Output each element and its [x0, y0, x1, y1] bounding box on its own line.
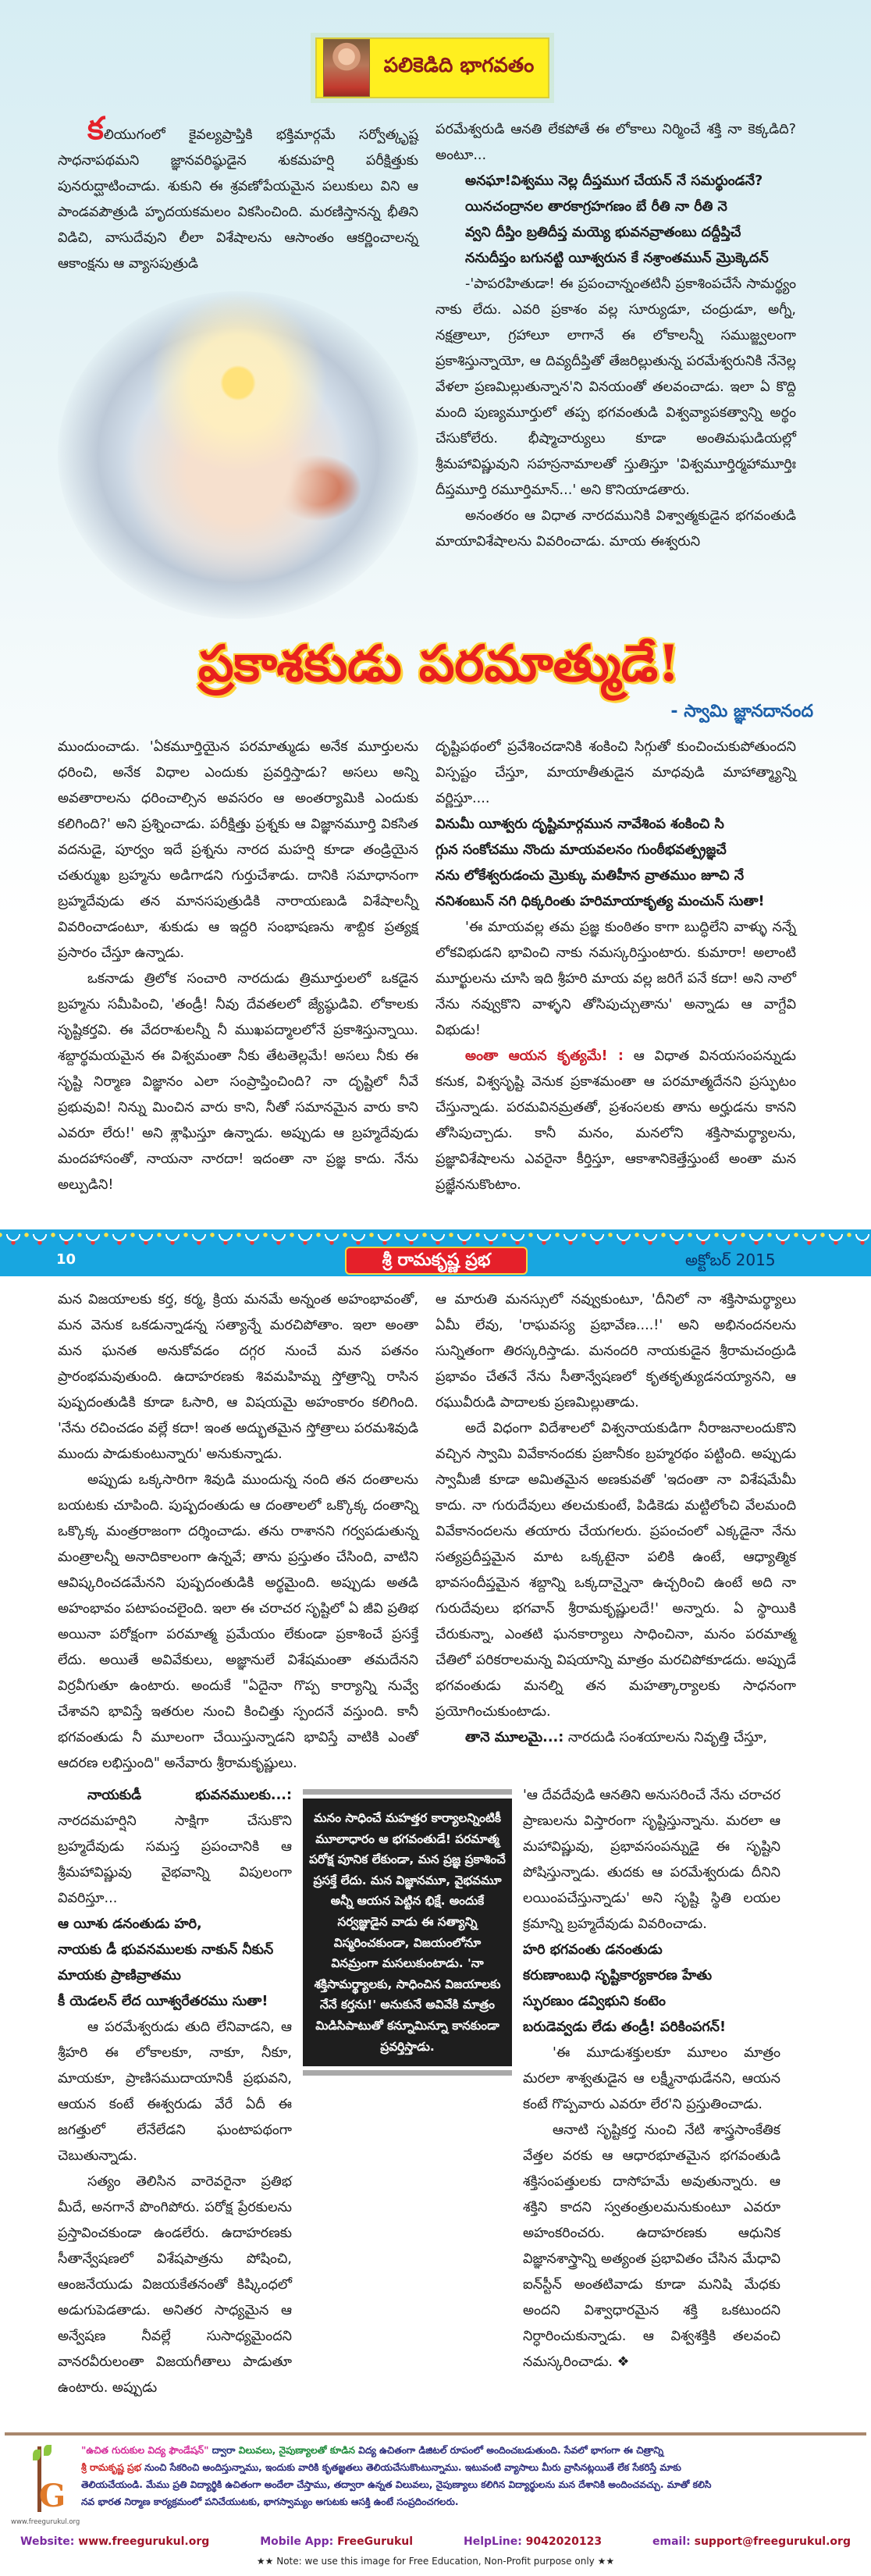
verse-line: కీ యెడలన్ లేద యీశ్వరేతరము సుతా!	[58, 1994, 268, 2009]
paragraph: 'ఆ దేవదేవుడి ఆనతిని అనుసరించే నేను చరాచర ప్రాణులను విస్తారంగా సృష్టిస్తున్నాను. మరలా ఆ మహావిష్ణువు, ప్రభావసంపన్నుడై ఈ సృష్టిని పోషిస్తున్నాడు. తుదకు ఆ పరమేశ్వరుడు దీనిని లయింపచేస్తున్నాడు' అని సృష్టి స్థితి లయల క్రమాన్ని బ్రహ్మదేవుడు వివరించాడు.	[523, 1788, 780, 1932]
paragraph: ఆ మారుతి మనస్సులో నవ్వుకుంటూ, 'దీనిలో నా శక్తిసామర్థ్యాలు ఏమీ లేవు, 'రాఘవస్య ప్రభావేణ....!' అని అభినందనలను సున్నితంగా తిరస్కరిస్తాడు. మనందరి నాయకుడైన శ్రీరామచంద్రుడి ప్రభావం చేతనే నేను సీతాన్వేషణలో కృతకృత్యుడనయ్యానని, ఆ రఘువీరుడి పాదాలకు ప్రణమిల్లుతాడు.	[436, 1292, 796, 1411]
bottom-columns	[0, 1287, 871, 1777]
article-author: - స్వామి జ్ఞానదానంద	[670, 702, 813, 721]
pull-quote-rule	[303, 2070, 512, 2076]
paragraph: దృష్టిపథంలో ప్రవేశించడానికి శంకించి సిగ్గుతో కుంచించుకుపోతుందని విస్పష్టం చేస్తూ, మాయాతీతుడైన మాధవుడి మాహాత్మ్యాన్ని వర్ణిస్తూ....	[436, 739, 796, 806]
title-row	[0, 619, 871, 725]
footer-line-3: తెలియచేయండి. మేము ప్రతి విద్యార్థికి ఉచితంగా అందేలా చేస్తాము, తద్వారా ఉన్నత విలువలు, నైపుణ్యాలు కలిగిన విద్యార్థులను మన దేశానికి అందించవచ్చు. మాతో కలిసి	[81, 2479, 712, 2490]
paragraph: ముందుంచాడు. 'ఏకమూర్తియైన పరమాత్ముడు అనేక మూర్తులను ధరించి, అనేక విధాల ఎందుకు ప్రవర్తిస్తాడు? అసలు అన్ని అవతారాలను ధరించాల్సిన అవసరం ఆ అంతర్యామికి ఎందుకు కలిగింది?' అని ప్రశ్నించాడు. పరీక్షిత్తు ప్రశ్నకు ఆ విజ్ఞానమూర్తి వికసిత వదనుడై, పూర్వం ఇదే ప్రశ్నను నారద మహర్షి కూడా తండ్రియైన చతుర్ముఖ బ్రహ్మను అడిగాడని గుర్తుచేశాడు. దానికి సమాధానంగా బ్రహ్మదేవుడు తన మానసపుత్రుడికి నారాయణుడి విశేషాలన్నీ వివరించాడంటూ, శుకుడు ఆ ఇద్దరి సంభాషణను శాబ్దిక ప్రత్యక్ష ప్రసారం చేస్తూ ఉన్నాడు.	[58, 739, 418, 961]
issue-date: అక్టోబర్ 2015	[685, 1251, 776, 1269]
pull-quote-rule	[303, 1789, 512, 1795]
wave-decoration	[0, 1234, 871, 1242]
pull-quote-text: మనం సాధించే మహత్తర కార్యాలన్నింటికీ మూలాధారం ఆ భగవంతుడే! పరమాత్మ పరోక్ష పూనిక లేకుండా, మన ప్రజ్ఞ ప్రకాశించే ప్రసక్తే లేదు. మన విజ్ఞానమూ, వైభవమూ అన్నీ ఆయన పెట్టిన భిక్షే. అందుకే సర్వజ్ఞుడైన వాడు ఈ సత్యాన్ని విస్మరించకుండా, విజయంలోనూ వినమ్రంగా మసలుకుంటాడు. 'నా శక్తిసామర్థ్యాలకు, సాధించిన విజయాలకు నేనే కర్తను!' అనుకునే అవివేకి మాత్రం మిడిసిపాటుతో కన్నూమిన్నూ కానకుండా ప్రవర్తిస్తాడు.	[303, 1799, 512, 2066]
footer-note: ★★ Note: we use this image for Free Education, Non-Profit purpose only ★★	[256, 2556, 615, 2567]
freegurukul-footer	[0, 2425, 871, 2576]
verse-line: హరి భగవంతు డనంతుడు	[523, 1942, 663, 1958]
column-1-intro	[58, 111, 418, 619]
paragraph: అంతా ఆయన కృత్యమే! : ఆ విధాత వినయసంపన్నుడు కనుక, విశ్వసృష్టి వెనుక ప్రకాశమంతా ఆ పరమాత్మదేనని ప్రస్ఫుటం చేస్తున్నాడు. పరమవినమ్రతతో, ప్రశంసలకు తాను అర్హుడను కానని తోసిపుచ్చాడు. కానీ మనం, మనలోని శక్తిసామర్థ్యాలను, ప్రజ్ఞావిశేషాలను ఎవరైనా కీర్తిస్తూ, ఆకాశానికెత్తేస్తుంటే అంతా మన ప్రజ్ఞేననుకొంటాం.	[436, 1048, 797, 1193]
logo-url: www.freegurukul.org	[11, 2518, 80, 2526]
footer-line-4: నవ భారత నిర్మాణ కార్యక్రమంలో పనిచేయుటకు, భాగస్వామ్యం అగుటకు ఆసక్తి ఉంటే సంప్రదించగలరు.	[81, 2496, 459, 2507]
paragraph: 'ఈ మూడుశక్తులకూ మూలం మాత్రం మరలా శాశ్వతుడైన ఆ లక్ష్మీనాథుడేనని, ఆయన కంటే గొప్పవారు ఎవరూ లేర'ని ప్రస్తుతించాడు.	[523, 2045, 780, 2112]
article-title: ప్రకాశకుడు పరమాత్ముడే!	[198, 635, 681, 693]
lower-columns	[0, 1783, 871, 2401]
paragraph: సత్యం తెలిసిన వారెవరైనా ప్రతిభ మీదే, అనగానే పొంగిపోరు. పరోక్ష ప్రేరకులను ప్రస్తావించకుండా ఉండలేరు. ఉదాహరణకు సీతాన్వేషణలో విశేషపాత్రను పోషించి, ఆంజనేయుడు విజయకేతనంతో కిష్కింధలో అడుగుపెడతాడు. అనితర సాధ్యమైన ఆ అన్వేషణ నీవల్లే సుసాధ్యమైందని వానరవీరులంతా విజయగీతాలు పాడుతూ ఉంటారు. అప్పుడు	[58, 2174, 292, 2396]
paragraph: -'పాపరహితుడా! ఈ ప్రపంచాన్నంతటినీ ప్రకాశింపచేసే సామర్థ్యం నాకు లేదు. ఎవరి ప్రకాశం వల్ల సూర్యుడూ, చంద్రుడూ, అగ్నీ, నక్షత్రాలూ, గ్రహాలూ లాగానే ఈ లోకాలన్నీ సముజ్జ్వలంగా ప్రకాశిస్తున్నాయో, ఆ దివ్యదీప్తితో తేజరిల్లుతున్న పరమేశ్వరునికి నేనెల్ల వేళలా ప్రణమిల్లుతున్నాన'ని వినయంతో తలవంచాడు. ఇలా ఏ కొద్ది మంది పుణ్యమూర్తులో తప్ప భగవంతుడి విశ్వవ్యాపకత్వాన్ని అర్థం చేసుకోలేరు. భీష్మాచార్యులు కూడా అంతిమఘడియల్లో శ్రీమహావిష్ణువుని సహస్రనామాలతో స్తుతిస్తూ 'విశ్వమూర్తిర్మహామూర్తిః దీప్తమూర్తి రమూర్తిమాన్...' అని కొనియాడతారు.	[436, 276, 796, 498]
page-number: 10	[56, 1251, 76, 1268]
footer-lines	[81, 2442, 860, 2529]
verse-line: వినుమీ యీశ్వరు దృష్టిమార్గమున నావేశింప శంకించి సి	[436, 817, 724, 832]
footer-body	[0, 2442, 871, 2529]
footer-line-2: శ్రీ రామకృష్ణ ప్రభ నుంచి సేకరించి అందిస్తున్నాము, ఇందుకు వారికి కృతజ్ఞతలు తెలియచేసుకొంటున్నాము. ఇటువంటి వ్యాసాలు మీరు వ్రాసినట్లయితే లేక సేకరిస్తే మాకు	[81, 2462, 681, 2473]
column-1-middle	[58, 735, 418, 1198]
verse-line: స్ఫురణుం డవ్విభుని కంటెం	[523, 1994, 666, 2009]
brahma-narada-illustration	[58, 291, 418, 619]
column-1-lower	[58, 1783, 292, 2401]
column-2-middle	[436, 735, 796, 1198]
verse-line: ననుదీప్తం బగునట్టి యీశ్వరున కే నశ్రాంతమున్ మ్రొక్కెదన్	[465, 251, 769, 266]
paragraph: ఆ పరమేశ్వరుడు తుది లేనివాడని, ఆ శ్రీహరి ఈ లోకాలకూ, నాకూ, నీకూ, మాయకూ, ప్రాణిసముదాయానికీ ప్రభువని, ఆయన కంటే ఈశ్వరుడు వేరే ఏదీ ఈ జగత్తులో లేనేలేడని ఘంటాపథంగా చెబుతున్నాడు.	[58, 2019, 292, 2164]
website-label: Website:	[20, 2535, 75, 2548]
top-columns	[0, 111, 871, 619]
verse-line: బరుడెవ్వడు లేడు తండ్రీ! పరికింపగన్!	[523, 2019, 727, 2035]
column-2-top	[436, 117, 796, 555]
paragraph: ఆనాటి సృష్టికర్త నుంచి నేటి శాస్త్రసాంకేతిక వేత్తల వరకు ఆ ఆధారభూతమైన భగవంతుడి శక్తిసంపత్తులకు దాసోహమే అవుతున్నారు. ఆ శక్తిని కాదని స్వతంత్రులమనుకుంటూ ఎవరూ అహంకరించరు. ఉదాహరణకు ఆధునిక విజ్ఞానశాస్త్రాన్ని అత్యంత ప్రభావితం చేసిన మేధావి ఐన్‌స్టీన్ అంతటివాడు కూడా మనిషి మేధకు అందని విశ్వాధారమైన శక్తి ఒకటుందని నిర్ధారించుకున్నాడు. ఆ విశ్వశక్తికి తలవంచి నమస్కరించాడు. ❖	[523, 2122, 780, 2370]
paragraph: ఒకనాడు త్రిలోక సంచారి నారదుడు త్రిమూర్తులలో ఒకడైన బ్రహ్మను సమీపించి, 'తండ్రీ! నీవు దేవతలలో జ్యేష్ఠుడివి. లోకాలకు సృష్టికర్తవి. ఈ వేదరాశులన్నీ నీ ముఖపద్మాలలోనే ప్రకాశిస్తున్నాయి. శబ్దార్థమయమైన ఈ విశ్వమంతా నీకు తేటతెల్లమే! అసలు నీకు ఈ సృష్టి నిర్మాణ విజ్ఞానం ఎలా సంప్రాప్తించింది? నా దృష్టిలో నీవే ప్రభువువి! నిన్ను మించిన వారు కాని, నీతో సమానమైన వారు కాని ఎవరూ లేరు!' అని శ్లాఘిస్తూ ఉన్నాడు. అప్పుడు ఆ బ్రహ్మదేవుడు మందహాసంతో, నాయనా నారదా! ఇదంతా నా ప్రజ్ఞ కాదు. నేను అల్పుడిని!	[58, 971, 418, 1193]
subheading: తానె మూలమై...:	[465, 1730, 564, 1745]
pull-quote	[303, 1789, 512, 2076]
paragraph: అదే విధంగా విదేశాలలో విశ్వనాయకుడిగా నీరాజనాలందుకొని వచ్చిన స్వామి వివేకానందకు ప్రజానీకం బ్రహ్మరథం పట్టింది. అప్పుడు స్వామీజీ కూడా అమితమైన అణకువతో 'ఇదంతా నా విశేషమేమీ కాదు. నా గురుదేవులు తలచుకుంటే, పిడికెడు మట్టిలోంచి వేలమంది వివేకానందలను తయారు చేయగలరు. ప్రపంచంలో ఎక్కడైనా నేను సత్యప్రదీప్తమైన మాట ఒక్కటైనా పలికి ఉంటే, ఆధ్యాత్మిక భావసందీప్తమైన శబ్దాన్ని ఒక్కదాన్నైనా ఉచ్చరించి ఉంటే అది నా గురుదేవులు భగవాన్ శ్రీరామకృష్ణులదే!' అన్నారు. ఏ స్థాయికి చేరుకున్నా, ఎంతటి ఘనకార్యాలు సాధించినా, మనం పరమాత్మ చేతిలో పరికరాలమన్న విషయాన్ని మాత్రం మరచిపోకూడదు. అప్పుడే భగవంతుడు మనల్ని తన మహత్కార్యాలకు సాధనంగా ప్రయోగించుకుంటాడు.	[436, 1421, 796, 1720]
freegurukul-logo	[11, 2442, 80, 2529]
app-name: FreeGurukul	[337, 2535, 414, 2548]
verse-line: యినచంద్రానల తారకాగ్రహగణం బే రీతి నా రీతి నె	[465, 199, 727, 215]
paragraph: పరమేశ్వరుడి ఆనతి లేకపోతే ఈ లోకాలు నిర్మించే శక్తి నా కెక్కడిది? అంటూ...	[436, 122, 796, 163]
footer-contacts	[0, 2529, 871, 2548]
paragraph: అప్పుడు ఒక్కసారిగా శివుడి ముందున్న నంది తన దంతాలను బయటకు చూపింది. పుష్పదంతుడు ఆ దంతాలలో ఒక్కొక్క దంతాన్ని ఒక్కొక్క మంత్రరాజంగా దర్శించాడు. తను రాశానని గర్వపడుతున్న మంత్రాలన్నీ అనాదికాలంగా ఉన్నవే; తాను ప్రస్తుతం చేసింది, వాటిని ఆవిష్కరించడమేనని పుష్పదంతుడికి అర్థమైంది. అప్పుడు అతడి అహంభావం పటాపంచలైంది. ఇలా ఈ చరాచర సృష్టిలో ఏ జీవి ప్రతిభ అయినా పరోక్షంగా పరమాత్మ ప్రమేయం లేకుండా ప్రకాశించే ప్రసక్తే లేదు. అయితే అవివేకులు, అజ్ఞానులే విశేషమంతా తమదేనని విర్రవీగుతూ ఉంటారు. అందుకే "ఏదైనా గొప్ప కార్యాన్ని నువ్వే చేశావని భావిస్తే ఇతరుల నుంచి కించిత్తు స్పందనే వస్తుంది. కానీ భగవంతుడు నీ మూలంగా చేయిస్తున్నాడని భావిస్తే వాటికి ఎంతో ఆదరణ లభిస్తుంది" అనేవారు శ్రీరామకృష్ణులు.	[58, 1472, 418, 1771]
footer-rule	[5, 2432, 866, 2435]
column-2-lower	[523, 1783, 780, 2375]
paragraph: అనంతరం ఆ విధాత నారదమునికి విశ్వాత్మకుడైన భగవంతుడి మాయావిశేషాలను వివరించాడు. మాయ ఈశ్వరుని	[436, 508, 796, 550]
column-1-continued	[58, 1287, 418, 1777]
verse-2	[436, 812, 796, 915]
drop-cap: క	[87, 111, 104, 147]
paragraph: నాయకుడీ భువనములకు...: నారదమహర్షిని సాక్షిగా చేసుకొని బ్రహ్మదేవుడు సమస్త ప్రపంచానికి ఆ శ్రీమహావిష్ణువు వైభవాన్ని విపులంగా వివరిస్తూ...	[58, 1788, 292, 1906]
subheading: నాయకుడీ భువనములకు...:	[87, 1788, 292, 1803]
leaf-icon	[33, 2450, 41, 2460]
verse-line: నను లోకేశ్వరుడంచు మ్రొక్కు మతిహీన వ్రాతముం జూచి నే	[436, 868, 745, 884]
verse-4	[523, 1937, 780, 2041]
helpline-label: HelpLine:	[463, 2535, 522, 2548]
series-title: పలికెడిది భాగవతం	[383, 54, 535, 77]
leaf-icon	[44, 2445, 52, 2456]
verse-line: అనఘా!విశ్వము నెల్ల దీప్తముగ చేయన్ నే సమర్థుండనే?	[465, 173, 763, 189]
sage-portrait-image	[323, 39, 370, 97]
paragraph: 'ఈ మాయవల్ల తమ ప్రజ్ఞ కుంఠితం కాగా బుద్ధిలేని వాళ్ళు నన్నే లోకవిభుడని భావించి నాకు నమస్కరిస్తుంటారు. కుమారా! అలాంటి మూర్ఖులను చూసి ఇది శ్రీహరి మాయ వల్ల జరిగే పనే కదా! అని నాలో నేను నవ్వుకొని వాళ్ళని తోసిపుచ్చుతాను' అన్నాడు ఆ వాగ్దేవి విభుడు!	[436, 920, 796, 1038]
footer-line-1: "ఉచిత గురుకుల విద్య ఫౌండేషన్" ద్వారా విలువలు, నైపుణ్యాలతో కూడిన విద్య ఉచితంగా డిజిటల్ రూపంలో అందించబడుతుంది. సేవలో భాగంగా ఈ చిత్రాన్ని	[81, 2445, 664, 2456]
verse-line: కరుణాంబుధి సృష్టికార్యకారణ హేతు	[523, 1968, 713, 1984]
column-2-continued	[436, 1287, 796, 1751]
verse-3	[58, 1912, 292, 2015]
helpline-number[interactable]: 9042020123	[525, 2535, 603, 2548]
subheading: అంతా ఆయన కృత్యమే! :	[465, 1048, 624, 1064]
verse-line: వ్వని దీప్తిం బ్రతిదీప్త మయ్యె భువనవ్రాతంబు దద్దీప్తిచే	[465, 225, 741, 240]
paragraph: తానె మూలమై...: నారదుడి సంశయాలను నివృత్తి చేస్తూ,	[465, 1730, 767, 1745]
verse-line: ననిశంబున్ నగి ధిక్కరింతు హరిమాయాకృత్య మంచున్ సుతా!	[436, 894, 765, 909]
website-link[interactable]: www.freegurukul.org	[78, 2535, 210, 2548]
article-page-bottom	[0, 1276, 871, 2425]
verse-line: ఆ యీశు డనంతుడు హరి,	[58, 1916, 202, 1932]
magazine-title: శ్రీ రామకృష్ణ ప్రభ	[345, 1247, 528, 1275]
verse-line: నాయకు డీ భువనములకు నాకున్ నీకున్	[58, 1942, 274, 1958]
verse-line: గ్గున సంకోచము నొందు మాయవలనం గుంఠీభవత్ప్రజ్ఞచే	[436, 842, 727, 858]
intro-paragraph: కలియుగంలో కైవల్యప్రాప్తికి భక్తిమార్గమే సర్వోత్కృష్ట సాధనాపథమని జ్ఞానవరిష్ఠుడైన శుకమహర్షి పరీక్షిత్తుకు పునరుద్ఘాటించాడు. శుకుని ఈ శ్రవణోపేయమైన పలుకులు విని ఆ పాండవపౌత్రుడి హృదయకమలం వికసించింది. మరణిస్తానన్న భీతిని విడిచి, వాసుదేవుని లీలా విశేషాలను ఆసాంతం ఆకర్ణించాలన్న ఆకాంక్షను ఆ వ్యాసపుత్రుడి	[58, 111, 418, 272]
middle-columns	[0, 735, 871, 1198]
email-link[interactable]: support@freegurukul.org	[694, 2535, 851, 2548]
article-page-top	[0, 0, 871, 1229]
paragraph: మన విజయాలకు కర్త, కర్మ, క్రియ మనమే అన్నంత అహంభావంతో, మన వెనుక ఒకడున్నాడన్న సత్యాన్నే మరచిపోతాం. ఇలా అంతా మన ఘనత అనుకోవడం దగ్గర నుంచే మన పతనం ప్రారంభమవుతుంది. ఉదాహరణకు శివమహిమ్న స్తోత్రాన్ని రాసిన పుష్పదంతుడికి కూడా ఓసారి, ఆ విషయమై అహంకారం కలిగింది. 'నేను రచించడం వల్లే కదా! ఇంత అద్భుతమైన స్తోత్రాలు పరమశివుడి ముందు పాడుకుంటున్నారు' అనుకున్నాడు.	[58, 1292, 418, 1462]
verse-line: మాయకు ప్రాణివ్రాతము	[58, 1968, 181, 1984]
verse-1	[436, 169, 796, 272]
page-divider-band	[0, 1229, 871, 1276]
series-banner	[315, 37, 549, 98]
logo-letter-g: G	[39, 2478, 66, 2514]
email-label: email:	[652, 2535, 691, 2548]
app-label: Mobile App:	[260, 2535, 334, 2548]
